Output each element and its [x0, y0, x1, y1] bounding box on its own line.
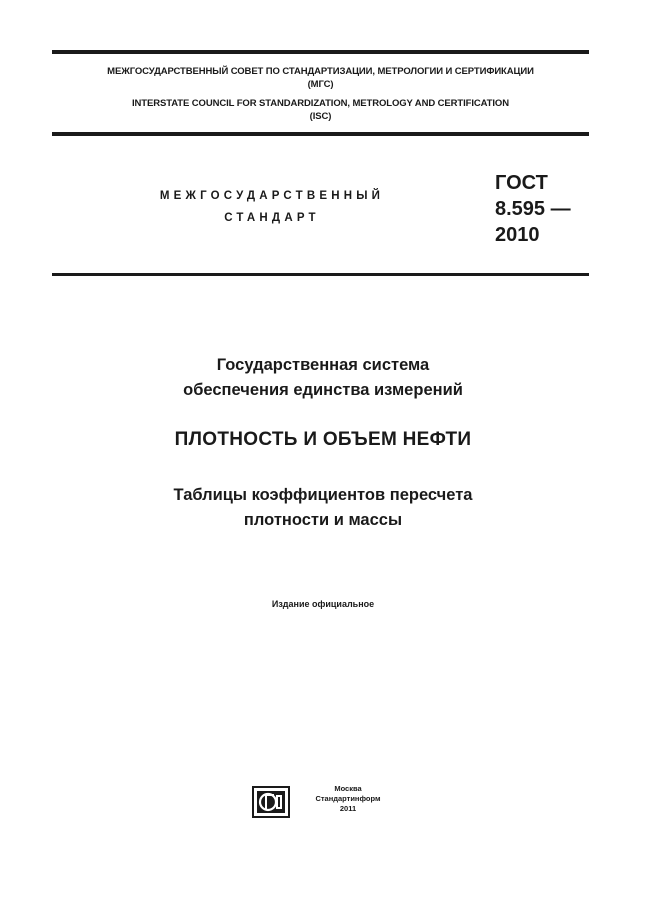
standard-bottom-rule [52, 273, 589, 276]
council-ru-abbr: (МГС) [307, 79, 334, 90]
edition-label: Издание официальное [271, 599, 375, 609]
system-title-line2: обеспечения единства измерений [183, 381, 463, 399]
council-ru [52, 65, 589, 91]
publisher-name: Стандартинформ [315, 794, 381, 803]
gost-year: 2010 [495, 224, 540, 246]
subtitle-line1: Таблицы коэффициентов пересчета [173, 486, 473, 504]
subtitle-line2: плотности и массы [243, 511, 403, 529]
system-title [0, 353, 646, 403]
header-bottom-rule [52, 132, 589, 136]
publisher-year: 2011 [339, 804, 357, 813]
publisher-info [300, 784, 396, 814]
interstate-line2: СТАНДАРТ [224, 212, 320, 224]
publisher-city: Москва [334, 784, 362, 793]
subtitle [0, 483, 646, 533]
gost-number [495, 170, 615, 248]
interstate-line1: МЕЖГОСУДАРСТВЕННЫЙ [159, 190, 385, 202]
interstate-standard-label [124, 185, 420, 229]
gost-code: 8.595 — [495, 198, 571, 220]
top-rule [52, 50, 589, 54]
council-ru-name: МЕЖГОСУДАРСТВЕННЫЙ СОВЕТ ПО СТАНДАРТИЗАЦИИ, МЕТРОЛОГИИ И СЕРТИФИКАЦИИ [107, 66, 534, 77]
council-en-abbr: (ISC) [309, 111, 332, 122]
main-title: ПЛОТНОСТЬ И ОБЪЕМ НЕФТИ [174, 429, 472, 450]
standartinform-logo-icon [252, 786, 290, 818]
system-title-line1: Государственная система [216, 356, 430, 374]
council-en-name: INTERSTATE COUNCIL FOR STANDARDIZATION, METROLOGY AND CERTIFICATION [132, 98, 509, 109]
gost-label: ГОСТ [495, 172, 548, 194]
council-en [52, 97, 589, 123]
